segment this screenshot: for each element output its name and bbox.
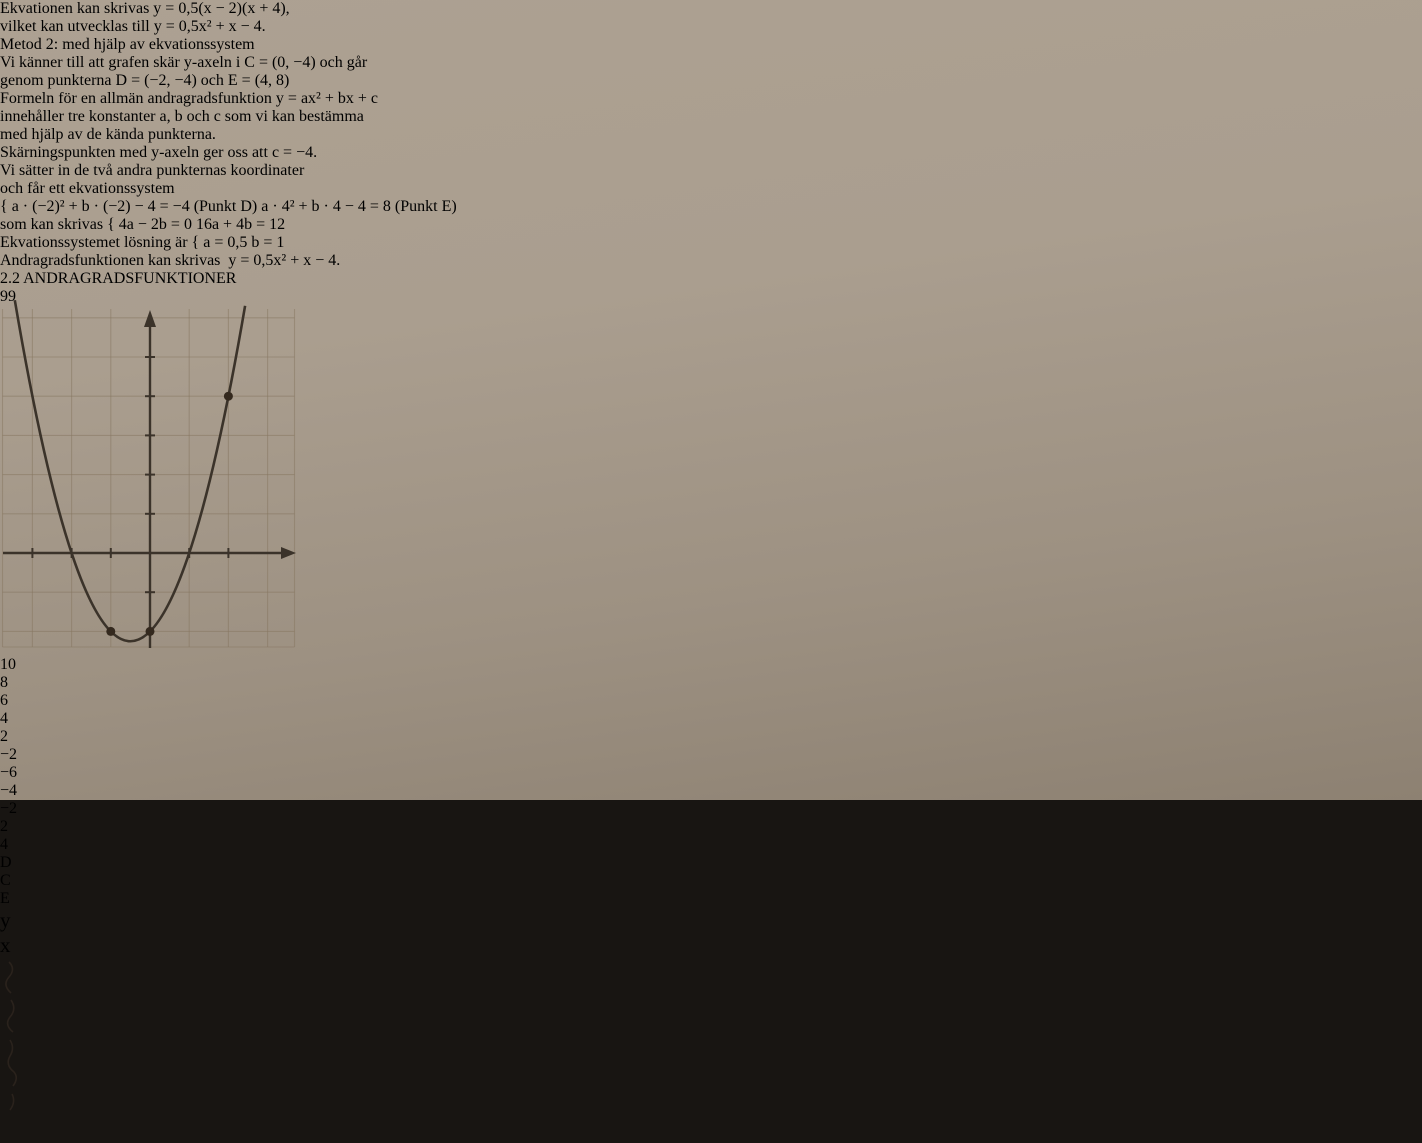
paragraph-insert-line-1: Vi sätter in de två andra punkternas koordinater: [0, 162, 305, 179]
y-tick-8: 8: [0, 674, 8, 691]
paragraph-formula-line-2: innehåller tre konstanter a, b och c som vi kan bestämma: [0, 108, 364, 125]
equation-punkt-d: a · (−2)² + b · (−2) − 4 = −4: [11, 198, 190, 215]
y-tick-6: 6: [0, 692, 8, 709]
x-axis-label: x: [0, 933, 11, 957]
intro-line-1-math: y = 0,5(x − 2)(x + 4),: [153, 0, 290, 17]
intro-line-1-text: Ekvationen kan skrivas: [0, 0, 150, 17]
label-punkt-d: (Punkt D): [193, 198, 258, 215]
book-spine-edge: [0, 0, 130, 800]
y-tick-10: 10: [0, 656, 16, 673]
x-tick-neg4: −4: [0, 782, 18, 799]
system-rows: [119, 216, 285, 233]
conclusion-line: [0, 252, 1422, 270]
equation-simplified-2: 16a + 4b = 12: [195, 216, 286, 233]
paragraph-insert-coordinates: [0, 162, 1422, 198]
y-axis-label: y: [0, 908, 11, 932]
intro-line-2: [0, 18, 1422, 36]
paragraph-known-points-line-2: genom punkterna D = (−2, −4) och E = (4, 8): [0, 72, 290, 89]
equation-system-points: [0, 198, 1422, 216]
equation-punkt-e: a · 4² + b · 4 − 4 = 8: [261, 198, 391, 215]
solution-b: b = 1: [251, 234, 285, 251]
paragraph-known-points-line-1: Vi känner till att grafen skär y-axeln i C = (0, −4) och går: [0, 54, 368, 71]
solution-block: [0, 234, 1422, 252]
point-c-label: C: [0, 872, 11, 889]
y-tick-neg2: −2: [0, 746, 18, 763]
solution-rows: [203, 234, 284, 251]
system-brace: {: [191, 234, 200, 251]
paragraph-insert-line-2: och får ett ekvationssystem: [0, 180, 175, 197]
paragraph-intersection: Skärningspunkten med y-axeln ger oss att c = −4.: [0, 144, 318, 161]
margin-handwriting-marks: [0, 958, 20, 1138]
intro-line-1: [0, 0, 1422, 18]
intro-line-2-math: y = 0,5x² + x − 4.: [153, 18, 266, 35]
y-tick-4: 4: [0, 710, 8, 727]
label-punkt-e: (Punkt E): [394, 198, 457, 215]
point-e-dot: [224, 392, 233, 401]
point-d-label: D: [0, 854, 12, 871]
x-tick-neg2: −2: [0, 800, 18, 817]
paragraph-formula-line-3: med hjälp av de kända punkterna.: [0, 126, 216, 143]
y-tick-2: 2: [0, 728, 8, 745]
simplified-prefix: som kan skrivas: [0, 216, 104, 233]
x-tick-2: 2: [0, 818, 8, 835]
solution-prefix: Ekvationssystemet lösning är: [0, 234, 188, 251]
system-row-2: [261, 198, 456, 215]
x-tick-4: 4: [0, 836, 8, 853]
method-heading: Metod 2: med hjälp av ekvationssystem: [0, 36, 255, 53]
point-c-dot: [146, 627, 155, 636]
page-number: 99: [0, 288, 16, 305]
x-tick-neg6: −6: [0, 764, 18, 781]
system-brace: {: [107, 216, 115, 233]
intro-paragraph: [0, 0, 1422, 36]
point-e-label: E: [0, 890, 10, 907]
intro-line-2-text: vilket kan utvecklas till: [0, 18, 150, 35]
parabola-graph-figure: [0, 306, 1422, 958]
paragraph-formula-line-1: Formeln för en allmän andragradsfunktion y = ax² + bx + c: [0, 90, 378, 107]
solution-a: a = 0,5: [203, 234, 248, 251]
paragraph-known-points: [0, 54, 1422, 90]
conclusion-text: Andragradsfunktionen kan skrivas: [0, 252, 221, 269]
system-brace: {: [0, 198, 8, 215]
conclusion-math: y = 0,5x² + x − 4.: [228, 252, 341, 269]
footer-section-label: 2.2 ANDRAGRADSFUNKTIONER: [0, 270, 237, 287]
paragraph-formula: [0, 90, 1422, 144]
equation-system-simplified: [0, 216, 1422, 234]
equation-simplified-1: 4a − 2b = 0: [118, 216, 192, 233]
